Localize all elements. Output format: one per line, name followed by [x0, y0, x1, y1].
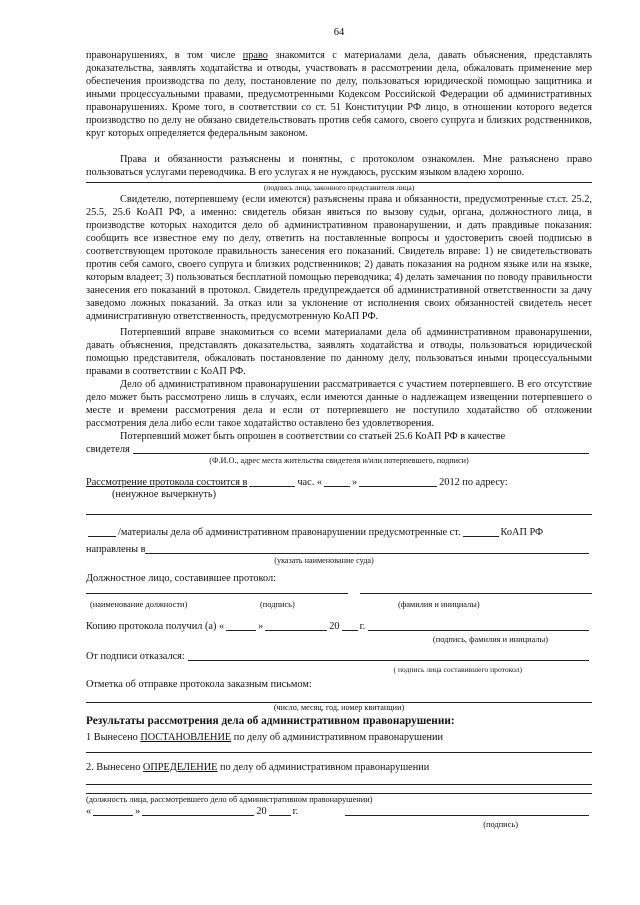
label-mail: (число, месяц, год, номер квитанции): [273, 703, 405, 712]
hearing-row: Рассмотрение протокола состоится в час. « » 2012 по адресу:: [86, 477, 508, 488]
official-labels: [86, 598, 592, 611]
witness-question: Потерпевший может быть опрошен в соответствии со статьей 25.6 КоАП РФ в качестве: [120, 431, 506, 442]
witness-rights-paragraph: Свидетелю, потерпевшему (если имеются) разъяснены права и обязанности, предусмотренные ст.ст. 25.2, 25.5, 25.6 КоАП РФ, а именно: свидетель обязан явиться по вызову судьи, органа, должностного лица, в производстве которых находится дело об административном правонарушении, и дать правдивые показания: сообщить все известное ему по делу, ответить на поставленные вопросы и удостоверить своей подписью в соответствующем протоколе правильность занесения его показаний. Свидетель вправе: 1) не свидетельствовать против себя самого, своего супруга и близких родственников; 2) давать показания на родном языке или на языке, которым владеет; 3) пользоваться бесплатной помощью переводчика; 4) делать замечания по поводу правильности занесения его показаний в протокол. Свидетель предупреждается об административной ответственности за дачу заведомо ложных показаний. За отказ или за уклонение от исполнения своих обязанностей свидетель несет административную ответственность, предусмотренную КоАП РФ.: [86, 194, 592, 322]
underlined-word: право: [242, 50, 268, 61]
result-item-2: 2. Вынесено ОПРЕДЕЛЕНИЕ по делу об административном правонарушении: [86, 762, 430, 773]
victim-rights-paragraph: Потерпевший вправе знакомиться со всеми материалами дела об административном правонарушении, давать объяснения, представлять доказательства, заявлять ходатайства и отводы, пользоваться юридической помощью представителя, обжаловать постановление по данному делу, пользоваться иными процессуальными правами в соответствии с КоАП РФ.: [86, 327, 592, 377]
copy-label: Копию протокола получил (а) «: [86, 621, 225, 632]
official-lines: [86, 593, 592, 596]
refused-label: От подписи отказался:: [86, 651, 185, 662]
document-page: [86, 26, 592, 831]
case-hearing-paragraph: Дело об административном правонарушении рассматривается с участием потерпевшего. В его отсутствие дело может быть рассмотрено лишь в случаях, если имеются данные о надлежащем извещении потерпевшего о месте и времени рассмотрения дела и если от потерпевшего не поступило ходатайство об отложении рассмотрения дела либо если такое ходатайство оставлено без удовлетворения.: [86, 379, 592, 429]
label-position: (наименование должности): [90, 600, 188, 609]
witness-row: [86, 443, 592, 456]
refused-label-row: [86, 663, 592, 676]
label-name: (фамилия и инициалы): [398, 600, 480, 609]
hearing-note: (ненужное вычеркнуть): [112, 489, 217, 500]
result-2-line[interactable]: [86, 784, 592, 785]
copy-row: Копию протокола получил (а) « » 20 г.: [86, 620, 592, 633]
article-field[interactable]: [463, 536, 499, 537]
mail-row: [86, 678, 592, 691]
copy-day-field[interactable]: [226, 630, 256, 631]
hearing-day-field[interactable]: [324, 486, 350, 487]
result-signature-field[interactable]: [345, 815, 589, 816]
official-name-field[interactable]: [360, 593, 592, 594]
copy-label-row: [86, 633, 592, 646]
rights-continuation-paragraph: правонарушениях, в том числе право знакомится с материалами дела, давать объяснения, представлять доказательства, заявлять ходатайства и отводы, участвовать в рассмотрении дела, обжаловать применение мер обеспечения производства по делу, постановление по делу, пользоваться юридической помощью защитника и иными процессуальными правами, предусмотренными Кодексом Российской Федерации об административных правонарушениях. Кроме того, в соответствии со ст. 51 Конституции РФ лицо, в отношении которого ведется производство по делу не обязано свидетельствовать против себя самого, своего супруга и близких родственников, круг которых определяется федеральным законом.: [86, 50, 592, 139]
label-result-signature: (подпись): [483, 820, 518, 829]
rights-statement: Права и обязанности разъяснены и понятны, с протоколом ознакомлен. Мне разъяснено право пользоваться услугами переводчика. В его услугах я не нуждаюсь, русским языком владею хорошо.: [86, 154, 592, 178]
result-date-row: « » 20 г.: [86, 805, 592, 818]
address-line[interactable]: [86, 514, 592, 515]
result-sig-label-row: [86, 818, 592, 831]
witness-field[interactable]: [133, 453, 589, 454]
label-refused: ( подпись лица составившего протокол): [393, 665, 522, 674]
refused-row: [86, 650, 592, 663]
result-item-1: 1 Вынесено ПОСТАНОВЛЕНИЕ по делу об административном правонарушении: [86, 732, 444, 743]
court-row: [86, 543, 592, 556]
materials-number-field[interactable]: [88, 536, 116, 537]
label-signature-representative: (подпись лица, законного представителя лица): [263, 183, 415, 192]
witness-label: свидетеля: [86, 444, 130, 455]
page-number: 64: [333, 27, 345, 38]
hearing-month-field[interactable]: [359, 486, 437, 487]
mail-label: Отметка об отправке протокола заказным письмом:: [86, 679, 312, 690]
materials-row: / материалы дела об административном правонарушении предусмотренные ст. КоАП РФ: [86, 526, 592, 539]
sent-label: направлены в: [86, 544, 146, 555]
court-field[interactable]: [145, 553, 589, 554]
label-court: (указать наименование суда): [274, 556, 374, 565]
results-title: Результаты рассмотрения дела об административном правонарушении:: [86, 715, 455, 727]
copy-month-field[interactable]: [265, 630, 327, 631]
result-day-field[interactable]: [93, 815, 133, 816]
refused-field[interactable]: [188, 660, 589, 661]
label-witness: (Ф.И.О., адрес места жительства свидетеля и/или потерпевшего, подписи): [209, 456, 469, 465]
result-month-field[interactable]: [142, 815, 254, 816]
materials-label: материалы дела об административном правонарушении предусмотренные ст.: [120, 527, 461, 538]
copy-signature-field[interactable]: [368, 630, 589, 631]
result-1-line[interactable]: [86, 752, 592, 753]
result-year-field[interactable]: [269, 815, 291, 816]
official-position-field[interactable]: [86, 593, 348, 594]
official-label: Должностное лицо, составившее протокол:: [86, 573, 276, 584]
label-copy: (подпись, фамилия и инициалы): [432, 635, 548, 644]
copy-year-field[interactable]: [342, 630, 358, 631]
label-signature: (подпись): [260, 600, 295, 609]
label-official-result: (должность лица, рассмотревшего дело об административном правонарушении): [86, 795, 373, 804]
hearing-label: Рассмотрение протокола состоится в: [86, 477, 248, 488]
hearing-hour-field[interactable]: [249, 486, 295, 487]
